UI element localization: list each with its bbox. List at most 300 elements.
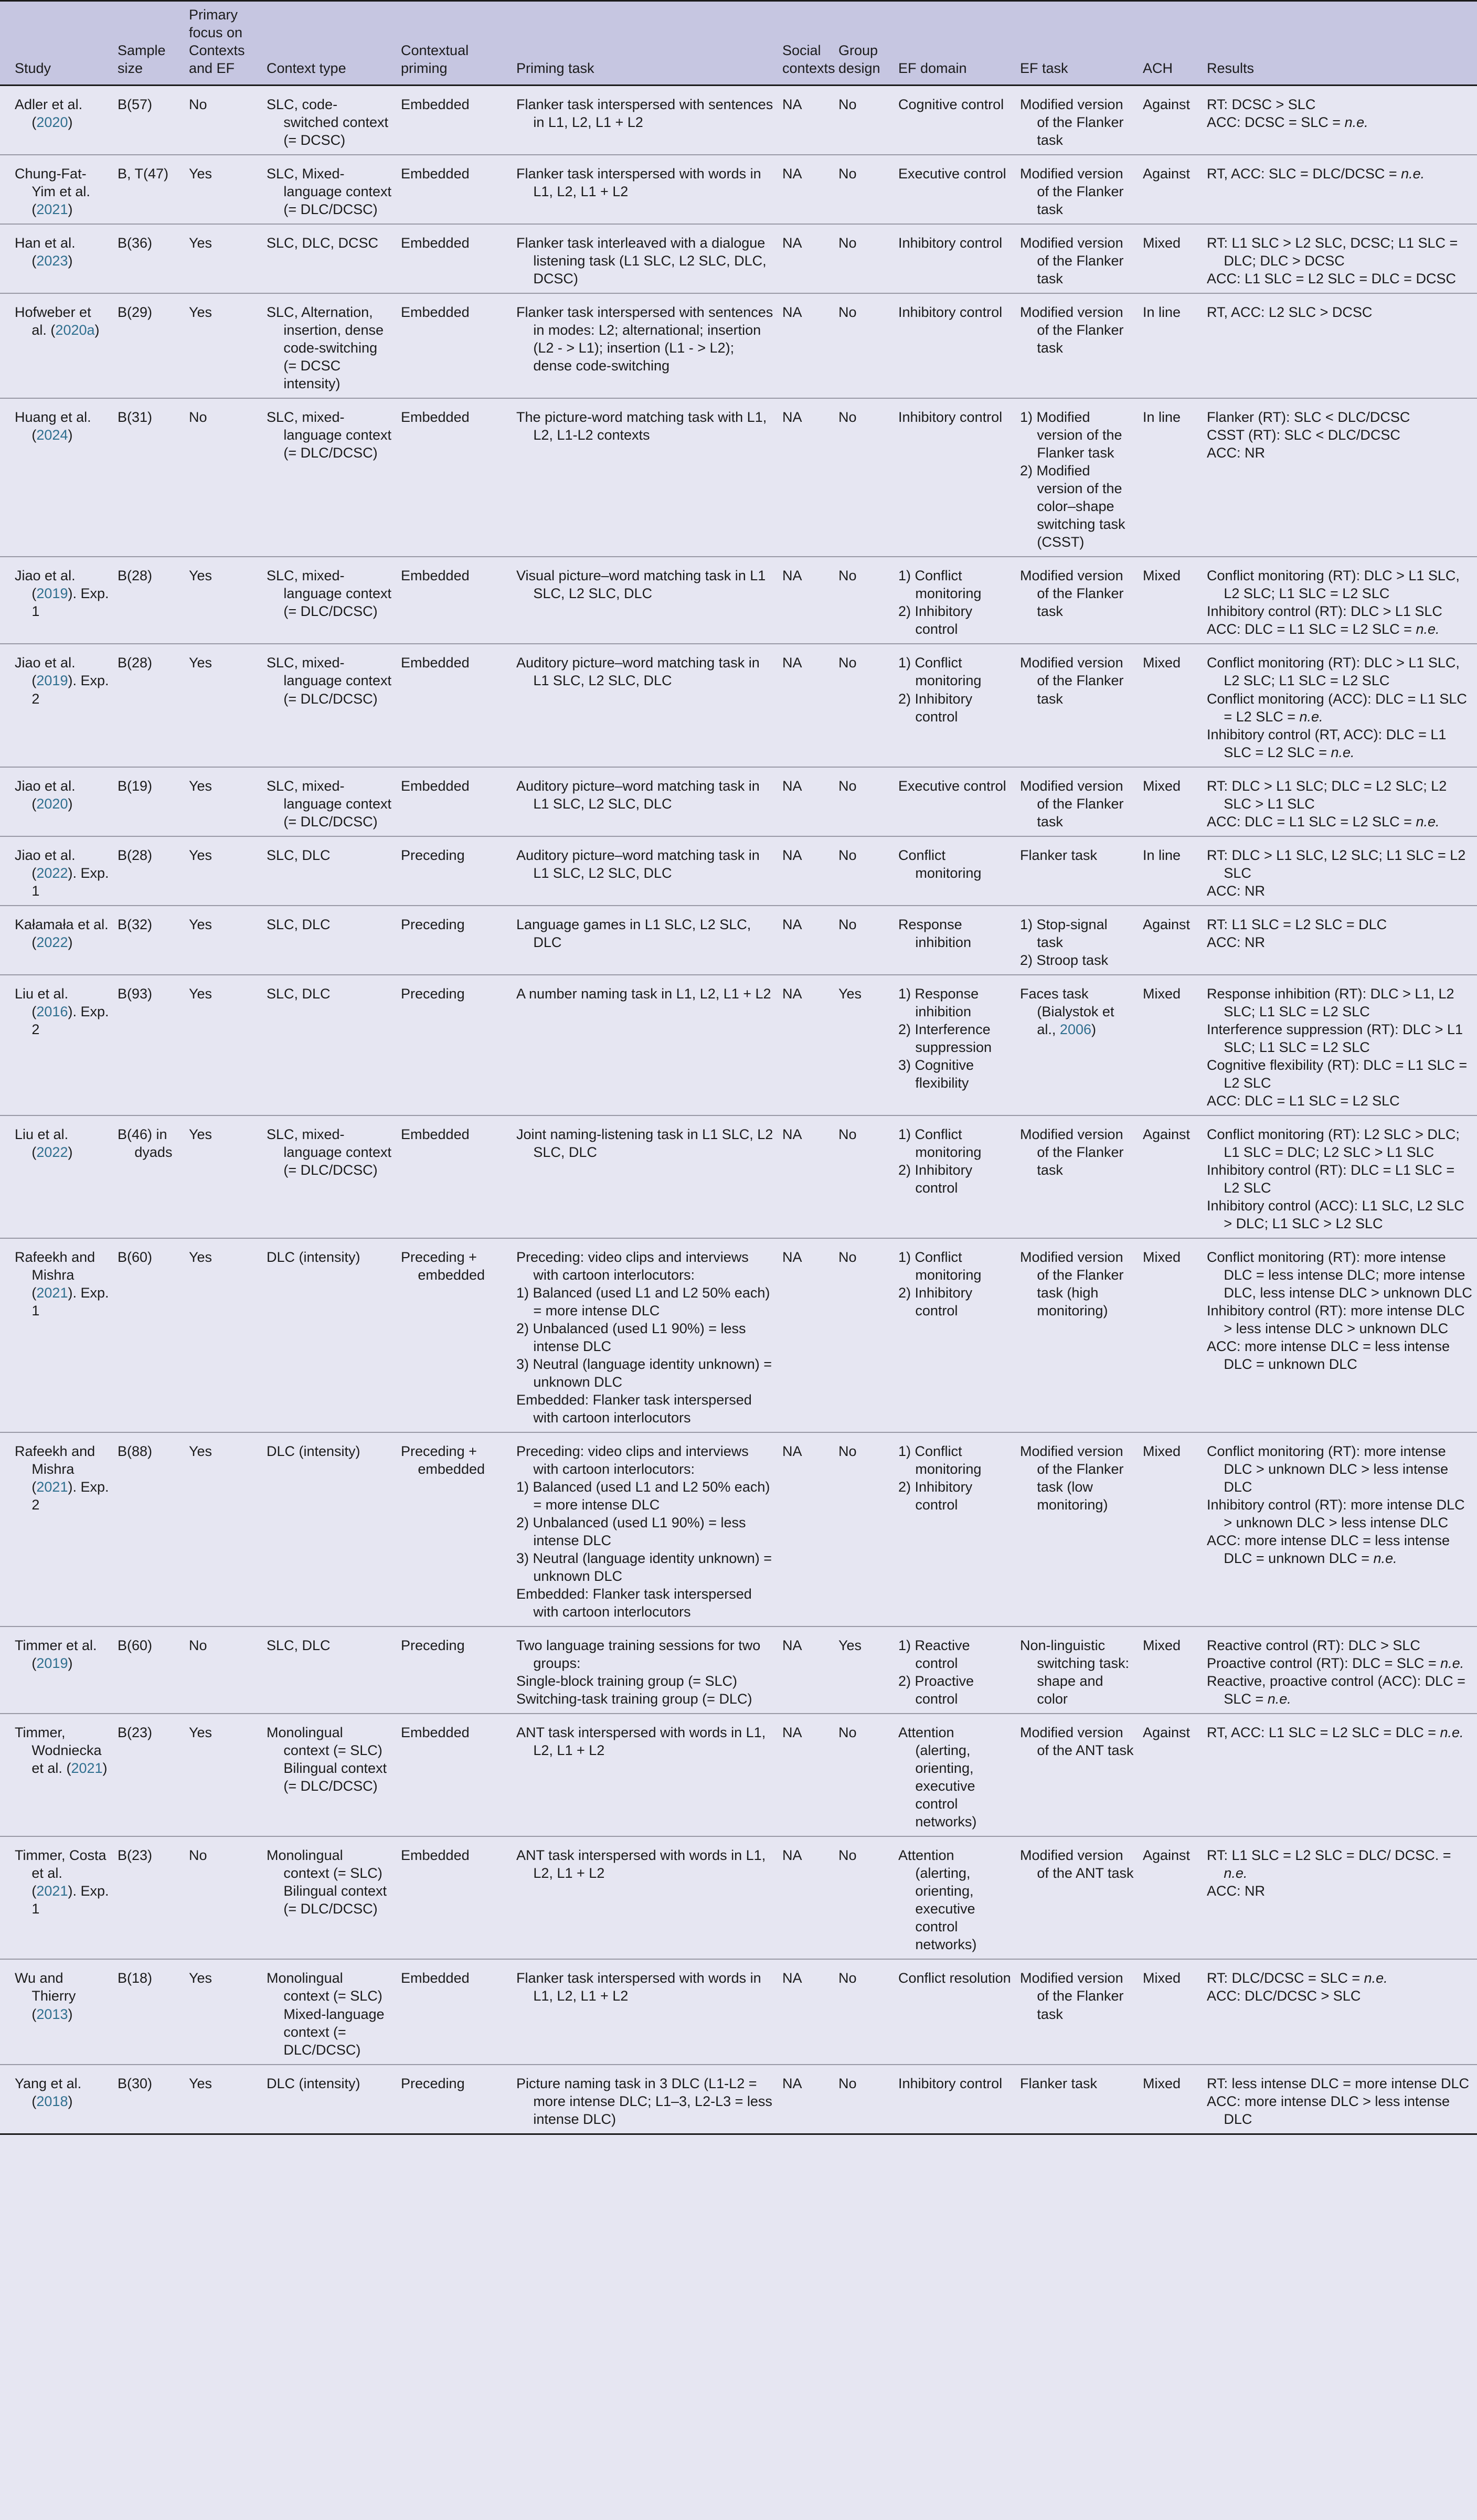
study-text: Timmer et al. (2019) [15, 1638, 97, 1672]
context-text: SLC, DLC [267, 916, 331, 932]
sample-text: B(36) [118, 235, 153, 251]
group-text: No [838, 568, 857, 584]
primary-text: Yes [189, 2075, 212, 2091]
cell-group [834, 767, 894, 836]
cell-results [1203, 1238, 1477, 1432]
cell-study [0, 1714, 113, 1836]
social-text: NA [782, 1970, 802, 1986]
task-line: Auditory picture–word matching task in L1 SLC, L2 SLC, DLC [516, 655, 760, 689]
results-line: Inhibitory control (RT): more intense DLC > unknown DLC > less intense DLC [1207, 1497, 1465, 1531]
context-text: SLC, mixed-language context (= DLC/DCSC) [267, 409, 392, 461]
cell-domain [894, 906, 1016, 975]
cell-primary [185, 398, 262, 557]
cell-context [262, 224, 397, 293]
eftask-line: Modified version of the Flanker task [1020, 97, 1124, 148]
task-line: A number naming task in L1, L2, L1 + L2 [516, 985, 771, 1002]
cell-task [512, 1432, 778, 1626]
study-text: Wu and Thierry (2013) [15, 1970, 76, 2022]
group-text: No [838, 916, 857, 932]
cell-social [778, 86, 834, 155]
cell-context [262, 906, 397, 975]
eftask-line: Modified version of the ANT task [1020, 1725, 1134, 1759]
cell-ach [1139, 1836, 1203, 1959]
social-text: NA [782, 916, 802, 932]
results-line: ACC: L1 SLC = L2 SLC = DLC = DCSC [1207, 271, 1456, 287]
priming-text: Preceding + embedded [401, 1249, 485, 1283]
cell-results [1203, 293, 1477, 398]
cell-study [0, 1959, 113, 2064]
priming-text: Embedded [401, 97, 470, 113]
ach-text: In line [1143, 409, 1181, 426]
cell-social [778, 2065, 834, 2134]
domain-line: Executive control [898, 166, 1006, 182]
eftask-line: Modified version of the Flanker task [1020, 568, 1124, 620]
cell-eftask [1016, 767, 1139, 836]
cell-results [1203, 1836, 1477, 1959]
cell-primary [185, 1238, 262, 1432]
task-line: Auditory picture–word matching task in L1 SLC, L2 SLC, DLC [516, 778, 760, 812]
cell-sample [113, 293, 185, 398]
primary-text: Yes [189, 1443, 212, 1460]
cell-results [1203, 906, 1477, 975]
cell-domain [894, 155, 1016, 224]
cell-group [834, 906, 894, 975]
results-line: ACC: NR [1207, 1883, 1266, 1899]
cell-eftask [1016, 1626, 1139, 1714]
cell-primary [185, 293, 262, 398]
cell-priming [397, 1836, 512, 1959]
cell-study [0, 644, 113, 767]
column-header-study: Study [0, 1, 113, 86]
results-line: RT: DCSC > SLC [1207, 97, 1316, 113]
results-line: RT: L1 SLC > L2 SLC, DCSC; L1 SLC = DLC; DLC > DCSC [1207, 235, 1458, 269]
ach-text: Mixed [1143, 235, 1181, 251]
cell-study [0, 557, 113, 644]
sample-text: B(60) [118, 1638, 153, 1654]
cell-results [1203, 1959, 1477, 2064]
table-row [0, 1115, 1477, 1238]
cell-sample [113, 1714, 185, 1836]
cell-study [0, 1836, 113, 1959]
group-text: No [838, 1126, 857, 1142]
context-text: Monolingual context (= SLC) Bilingual context (= DLC/DCSC) [267, 1847, 387, 1917]
primary-text: Yes [189, 1249, 212, 1265]
results-line: RT: L1 SLC = L2 SLC = DLC/ DCSC. = n.e. [1207, 1847, 1451, 1881]
cell-context [262, 557, 397, 644]
eftask-line: Flanker task [1020, 847, 1098, 863]
study-text: Timmer, Wodniecka et al. (2021) [15, 1725, 108, 1777]
cell-domain [894, 767, 1016, 836]
table-body [0, 86, 1477, 2134]
group-text: Yes [838, 1638, 862, 1654]
results-line: Cognitive flexibility (RT): DLC = L1 SLC = L2 SLC [1207, 1057, 1468, 1091]
group-text: No [838, 1725, 857, 1741]
cell-results [1203, 155, 1477, 224]
priming-text: Embedded [401, 655, 470, 671]
eftask-line: Modified version of the Flanker task [1020, 166, 1124, 218]
cell-group [834, 1714, 894, 1836]
primary-text: Yes [189, 778, 212, 794]
cell-group [834, 1959, 894, 2064]
results-line: ACC: DLC = L1 SLC = L2 SLC = n.e. [1207, 813, 1440, 830]
results-line: Conflict monitoring (ACC): DLC = L1 SLC = L2 SLC = n.e. [1207, 690, 1467, 725]
cell-group [834, 1836, 894, 1959]
context-text: SLC, DLC [267, 985, 331, 1002]
primary-text: Yes [189, 568, 212, 584]
task-line: Single-block training group (= SLC) [516, 1673, 737, 1689]
cell-study [0, 906, 113, 975]
group-text: No [838, 1847, 857, 1864]
cell-context [262, 836, 397, 906]
cell-domain [894, 1626, 1016, 1714]
table-header [0, 1, 1477, 86]
cell-context [262, 767, 397, 836]
task-line: Joint naming-listening task in L1 SLC, L2 SLC, DLC [516, 1126, 773, 1160]
cell-group [834, 1238, 894, 1432]
table-row [0, 86, 1477, 155]
cell-sample [113, 906, 185, 975]
social-text: NA [782, 985, 802, 1002]
domain-line: Executive control [898, 778, 1006, 794]
domain-line: 2) Inhibitory control [898, 1284, 973, 1319]
priming-text: Embedded [401, 1725, 470, 1741]
table-row [0, 1959, 1477, 2064]
primary-text: No [189, 1847, 207, 1864]
task-line: The picture-word matching task with L1, L2, L1-L2 contexts [516, 409, 767, 443]
column-header-primary: Primary focus on Contexts and EF [185, 1, 262, 86]
cell-social [778, 293, 834, 398]
cell-priming [397, 1432, 512, 1626]
results-line: Conflict monitoring (RT): L2 SLC > DLC; L1 SLC = DLC; L2 SLC > L1 SLC [1207, 1126, 1460, 1160]
cell-eftask [1016, 398, 1139, 557]
sample-text: B, T(47) [118, 166, 169, 182]
cell-study [0, 224, 113, 293]
cell-domain [894, 836, 1016, 906]
results-line: ACC: more intense DLC = less intense DLC = unknown DLC = n.e. [1207, 1533, 1450, 1567]
study-text: Jiao et al. (2020) [15, 778, 76, 812]
context-text: SLC, code-switched context (= DCSC) [267, 97, 388, 148]
table-row [0, 1836, 1477, 1959]
social-text: NA [782, 1249, 802, 1265]
column-header-priming: Contextual priming [397, 1, 512, 86]
cell-results [1203, 644, 1477, 767]
cell-task [512, 1626, 778, 1714]
ach-text: Against [1143, 97, 1191, 113]
eftask-line: 2) Modified version of the color–shape switching task (CSST) [1020, 463, 1125, 550]
ach-text: Mixed [1143, 1443, 1181, 1460]
context-text: DLC (intensity) [267, 1443, 360, 1460]
eftask-line: Modified version of the Flanker task [1020, 778, 1124, 830]
study-text: Han et al. (2023) [15, 235, 76, 269]
cell-ach [1139, 975, 1203, 1115]
primary-text: No [189, 409, 207, 426]
cell-group [834, 86, 894, 155]
domain-line: 2) Interference suppression [898, 1021, 992, 1055]
cell-context [262, 975, 397, 1115]
domain-line: 1) Conflict monitoring [898, 655, 982, 689]
group-text: No [838, 1249, 857, 1265]
social-text: NA [782, 1725, 802, 1741]
table-row [0, 224, 1477, 293]
cell-domain [894, 224, 1016, 293]
results-line: RT: DLC/DCSC = SLC = n.e. [1207, 1970, 1388, 1986]
ach-text: Mixed [1143, 985, 1181, 1002]
cell-eftask [1016, 86, 1139, 155]
results-line: ACC: DCSC = SLC = n.e. [1207, 114, 1368, 131]
cell-context [262, 1432, 397, 1626]
sample-text: B(32) [118, 916, 153, 932]
cell-task [512, 1714, 778, 1836]
cell-task [512, 1836, 778, 1959]
ach-text: Against [1143, 1126, 1191, 1142]
eftask-line: Modified version of the Flanker task [1020, 304, 1124, 356]
context-text: SLC, Mixed-language context (= DLC/DCSC) [267, 166, 392, 218]
study-text: Adler et al. (2020) [15, 97, 83, 131]
cell-social [778, 557, 834, 644]
table-row [0, 975, 1477, 1115]
cell-social [778, 975, 834, 1115]
sample-text: B(29) [118, 304, 153, 321]
cell-sample [113, 557, 185, 644]
cell-ach [1139, 155, 1203, 224]
results-line: RT: less intense DLC = more intense DLC [1207, 2075, 1469, 2091]
task-line: Flanker task interspersed with words in L1, L2, L1 + L2 [516, 1970, 761, 2004]
context-text: Monolingual context (= SLC) Mixed-language context (= DLC/DCSC) [267, 1970, 385, 2058]
results-line: Conflict monitoring (RT): DLC > L1 SLC, L2 SLC; L1 SLC = L2 SLC [1207, 655, 1460, 689]
task-line: Switching-task training group (= DLC) [516, 1691, 752, 1707]
group-text: No [838, 778, 857, 794]
cell-primary [185, 557, 262, 644]
task-line: 1) Balanced (used L1 and L2 50% each) = more intense DLC [516, 1479, 770, 1513]
results-line: Inhibitory control (RT): DLC > L1 SLC [1207, 603, 1442, 620]
cell-ach [1139, 836, 1203, 906]
table-row [0, 1714, 1477, 1836]
cell-task [512, 224, 778, 293]
domain-line: Response inhibition [898, 916, 971, 950]
eftask-line: Modified version of the Flanker task [1020, 235, 1124, 287]
ach-text: Mixed [1143, 1970, 1181, 1986]
sample-text: B(46) in dyads [118, 1126, 173, 1160]
table-row [0, 293, 1477, 398]
primary-text: Yes [189, 655, 212, 671]
group-text: No [838, 1970, 857, 1986]
sample-text: B(88) [118, 1443, 153, 1460]
cell-social [778, 1714, 834, 1836]
cell-priming [397, 1714, 512, 1836]
cell-priming [397, 86, 512, 155]
social-text: NA [782, 1126, 802, 1142]
cell-study [0, 293, 113, 398]
study-text: Chung-Fat-Yim et al. (2021) [15, 166, 90, 218]
cell-eftask [1016, 1836, 1139, 1959]
cell-context [262, 155, 397, 224]
primary-text: Yes [189, 1970, 212, 1986]
context-text: SLC, DLC [267, 847, 331, 863]
cell-priming [397, 767, 512, 836]
cell-primary [185, 1432, 262, 1626]
cell-eftask [1016, 644, 1139, 767]
cell-study [0, 398, 113, 557]
results-line: Conflict monitoring (RT): more intense DLC > unknown DLC > less intense DLC [1207, 1443, 1449, 1495]
cell-group [834, 1115, 894, 1238]
eftask-line: Modified version of the Flanker task (low monitoring) [1020, 1443, 1124, 1513]
cell-priming [397, 836, 512, 906]
cell-group [834, 1626, 894, 1714]
task-line: 2) Unbalanced (used L1 90%) = less intense DLC [516, 1320, 746, 1354]
cell-ach [1139, 1432, 1203, 1626]
primary-text: Yes [189, 847, 212, 863]
cell-sample [113, 224, 185, 293]
column-header-results: Results [1203, 1, 1477, 86]
cell-context [262, 1238, 397, 1432]
cell-results [1203, 398, 1477, 557]
cell-context [262, 398, 397, 557]
cell-domain [894, 293, 1016, 398]
task-line: Flanker task interspersed with words in L1, L2, L1 + L2 [516, 166, 761, 200]
task-line: Visual picture–word matching task in L1 SLC, L2 SLC, DLC [516, 568, 766, 602]
column-header-social: Social contexts [778, 1, 834, 86]
group-text: No [838, 235, 857, 251]
domain-line: Inhibitory control [898, 235, 1003, 251]
cell-priming [397, 644, 512, 767]
table-row [0, 398, 1477, 557]
cell-priming [397, 557, 512, 644]
cell-eftask [1016, 836, 1139, 906]
cell-ach [1139, 2065, 1203, 2134]
social-text: NA [782, 1443, 802, 1460]
results-line: ACC: more intense DLC > less intense DLC [1207, 2093, 1450, 2127]
cell-domain [894, 1836, 1016, 1959]
cell-study [0, 975, 113, 1115]
cell-ach [1139, 1959, 1203, 2064]
cell-group [834, 1432, 894, 1626]
cell-task [512, 1959, 778, 2064]
task-line: Embedded: Flanker task interspersed with cartoon interlocutors [516, 1392, 752, 1426]
group-text: No [838, 304, 857, 321]
sample-text: B(28) [118, 847, 153, 863]
sample-text: B(30) [118, 2075, 153, 2091]
social-text: NA [782, 304, 802, 321]
primary-text: Yes [189, 985, 212, 1002]
cell-domain [894, 975, 1016, 1115]
cell-ach [1139, 86, 1203, 155]
results-line: Conflict monitoring (RT): DLC > L1 SLC, L2 SLC; L1 SLC = L2 SLC [1207, 568, 1460, 602]
sample-text: B(31) [118, 409, 153, 426]
results-line: Conflict monitoring (RT): more intense DLC = less intense DLC; more intense DLC, less intense DLC > unknown DLC [1207, 1249, 1472, 1301]
task-line: Flanker task interspersed with sentences in L1, L2, L1 + L2 [516, 97, 773, 131]
cell-ach [1139, 1238, 1203, 1432]
eftask-line: Modified version of the Flanker task [1020, 1970, 1124, 2022]
results-line: ACC: NR [1207, 934, 1266, 950]
group-text: No [838, 2075, 857, 2091]
domain-line: Attention (alerting, orienting, executive control networks) [898, 1847, 977, 1953]
ach-text: Against [1143, 166, 1191, 182]
cell-study [0, 155, 113, 224]
social-text: NA [782, 166, 802, 182]
cell-task [512, 644, 778, 767]
cell-study [0, 1432, 113, 1626]
cell-task [512, 836, 778, 906]
domain-line: 2) Inhibitory control [898, 1479, 973, 1513]
cell-primary [185, 644, 262, 767]
context-text: DLC (intensity) [267, 1249, 360, 1265]
cell-sample [113, 836, 185, 906]
domain-line: 2) Inhibitory control [898, 690, 973, 725]
cell-eftask [1016, 906, 1139, 975]
column-header-sample: Sample size [113, 1, 185, 86]
cell-social [778, 155, 834, 224]
cell-task [512, 2065, 778, 2134]
cell-task [512, 1115, 778, 1238]
cell-study [0, 836, 113, 906]
cell-priming [397, 155, 512, 224]
cell-context [262, 1115, 397, 1238]
cell-priming [397, 1959, 512, 2064]
study-text: Hofweber et al. (2020a) [15, 304, 100, 338]
priming-text: Preceding [401, 985, 465, 1002]
cell-context [262, 86, 397, 155]
cell-domain [894, 1115, 1016, 1238]
ach-text: In line [1143, 847, 1181, 863]
cell-eftask [1016, 1714, 1139, 1836]
cell-task [512, 398, 778, 557]
domain-line: 3) Cognitive flexibility [898, 1057, 974, 1091]
table-row [0, 1432, 1477, 1626]
cell-task [512, 906, 778, 975]
task-line: Flanker task interspersed with sentences in modes: L2; alternational; insertion (L2 - > L1); insertion (L1 - > L2); dense code-switching [516, 304, 773, 374]
cell-results [1203, 767, 1477, 836]
cell-study [0, 1238, 113, 1432]
cell-sample [113, 1238, 185, 1432]
results-line: ACC: DLC = L1 SLC = L2 SLC [1207, 1092, 1400, 1109]
results-line: RT, ACC: L2 SLC > DCSC [1207, 304, 1373, 321]
study-text: Liu et al. (2022) [15, 1126, 73, 1160]
cell-ach [1139, 1115, 1203, 1238]
cell-domain [894, 1959, 1016, 2064]
domain-line: Inhibitory control [898, 409, 1003, 426]
cell-ach [1139, 767, 1203, 836]
priming-text: Embedded [401, 235, 470, 251]
study-text: Jiao et al. (2019). Exp. 2 [15, 655, 109, 707]
task-line: Two language training sessions for two groups: [516, 1638, 761, 1672]
table-row [0, 767, 1477, 836]
ach-text: In line [1143, 304, 1181, 321]
cell-priming [397, 1626, 512, 1714]
task-line: Preceding: video clips and interviews with cartoon interlocutors: [516, 1443, 749, 1477]
ach-text: Mixed [1143, 655, 1181, 671]
cell-primary [185, 86, 262, 155]
cell-primary [185, 224, 262, 293]
column-header-eftask: EF task [1016, 1, 1139, 86]
ach-text: Against [1143, 1847, 1191, 1864]
cell-eftask [1016, 293, 1139, 398]
cell-priming [397, 398, 512, 557]
cell-group [834, 398, 894, 557]
cell-task [512, 767, 778, 836]
cell-study [0, 767, 113, 836]
cell-social [778, 1626, 834, 1714]
domain-line: Inhibitory control [898, 304, 1003, 321]
primary-text: No [189, 1638, 207, 1654]
cell-sample [113, 86, 185, 155]
cell-domain [894, 644, 1016, 767]
cell-priming [397, 2065, 512, 2134]
sample-text: B(18) [118, 1970, 153, 1986]
domain-line: Cognitive control [898, 97, 1004, 113]
context-text: SLC, mixed-language context (= DLC/DCSC) [267, 1126, 392, 1178]
cell-sample [113, 2065, 185, 2134]
primary-text: Yes [189, 916, 212, 932]
